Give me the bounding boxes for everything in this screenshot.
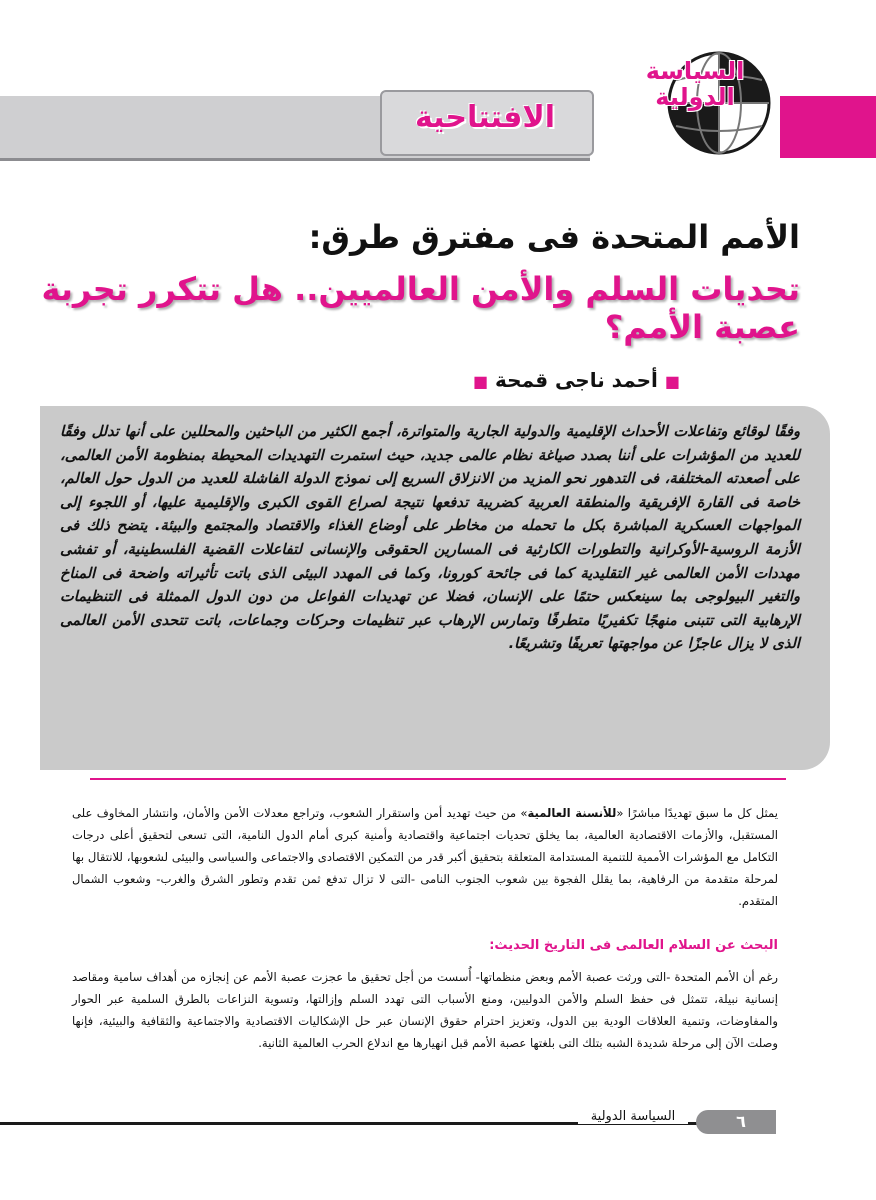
emphasis-text: للأنسنة العالمية	[527, 806, 617, 820]
section-label: الافتتاحية	[414, 100, 556, 135]
divider	[90, 778, 786, 780]
publication-logo: السياسة الدولية	[645, 57, 745, 111]
paragraph-text: يمثل كل ما سبق تهديدًا مباشرًا «	[616, 806, 778, 820]
author-line	[120, 368, 680, 392]
page-number: ٦	[736, 1112, 746, 1131]
author-name: أحمد ناجى قمحة	[495, 368, 658, 392]
square-bullet-icon: ■	[664, 372, 680, 391]
header-accent-band	[780, 96, 876, 158]
paragraph-text: » من حيث تهديد أمن واستقرار الشعوب، وتراجع معدلات الأمن والأمان، وانتشار المخاوف على المستقبل، والأزمات الاقتصادية العالمية، بما يخلق تحديات اجتماعية واقتصادية وأمنية كبرى أمام الدول النامية، التى تسعى لتحقيق أعلى درجات التكامل مع المؤشرات الأممية للتنمية المستدامة المتعلقة بتحقيق أكبر قدر من التمكين الاقتصادى والاجتماعى والسياسى والبيئى لشعوبها، للانتقال بها لمرحلة متقدمة من الرفاهية، بما يقلل الفجوة بين شعوب الجنوب النامى -التى لا تزال تدفع ثمن تقدم وتطور الشرق والغرب- وشعوب الشمال المتقدم.	[72, 806, 778, 908]
footer-publication: السياسة الدولية	[578, 1109, 688, 1124]
abstract-text: وفقًا لوقائع وتفاعلات الأحداث الإقليمية والدولية الجارية والمتواترة، أجمع الكثير من الباحثين والمحللين على أنها تدلل وفقًا للعديد من المؤشرات على أننا بصدد صياغة نظام عالمى جديد، حيث استمرت التهديدات المحيطة بمنظومة الأمن العالمى، على أصعدته المختلفة، فى التدهور نحو المزيد من الانزلاق السريع إلى نموذج الدولة الفاشلة للعديد من الدول حول العالم، خاصة فى القارة الإفريقية والمنطقة العربية كضريبة تدفعها نتيجة لصراع القوى الكبرى والإقليمية عليها، أو اللجوء إلى المواجهات العسكرية المباشرة بكل ما تحمله من مخاطر على أوضاع الغذاء والاقتصاد والمجتمع والبيئة. يتضح ذلك فى الأزمة الروسية-الأوكرانية والتطورات الكارثية فى المسارين الحقوقى والإنسانى لتفاعلات القضية الفلسطينية، أو تفشى مهددات الأمن العالمى غير التقليدية كما فى جائحة كورونا، وكما فى المهدد البيئى الذى باتت تأثيراته واضحة فى المناخ والتغير البيولوجى بما سينعكس حتمًا على الإنسان، فضلا عن تهديدات الفواعل من دون الدول الممثلة فى التنظيمات الإرهابية التى تتبنى منهجًا تكفيريًا متطرفًا وتمارس الإرهاب عبر تنظيمات وحركات وجماعات، باتت تتحدى الأمن العالمى الذى لا يزال عاجزًا عن مواجهتها تعريفًا وتشريعًا.	[60, 423, 800, 653]
square-bullet-icon: ■	[472, 372, 489, 391]
article-title: الأمم المتحدة فى مفترق طرق:	[308, 218, 800, 256]
body-paragraph-1	[72, 802, 778, 912]
body-paragraph-2: رغم أن الأمم المتحدة -التى ورثت عصبة الأمم وبعض منظماتها- أُسست من أجل تحقيق ما عجزت عصبة الأمم عن إنجازه من أهداف سامية ومقاصد إنسانية نبيلة، تتمثل فى حفظ السلم والأمن الدوليين، ومنع الأسباب التى تهدد السلم وإزالتها، وتسوية النزاعات بالطرق السلمية عبر الحوار والمفاوضات، وتنمية العلاقات الودية بين الدول، وتعزيز احترام حقوق الإنسان عبر حل الإشكاليات الاقتصادية والاجتماعية والثقافية والبيئية، فإنها وصلت الآن إلى مرحلة شديدة الشبه بتلك التى بلغتها عصبة الأمم قبل انهيارها مع اندلاع الحرب العالمية الثانية.	[72, 970, 778, 1050]
section-subheading: البحث عن السلام العالمى فى التاريخ الحديث:	[489, 938, 778, 953]
article-subtitle: تحديات السلم والأمن العالميين.. هل تتكرر تجربة عصبة الأمم؟	[41, 270, 800, 346]
